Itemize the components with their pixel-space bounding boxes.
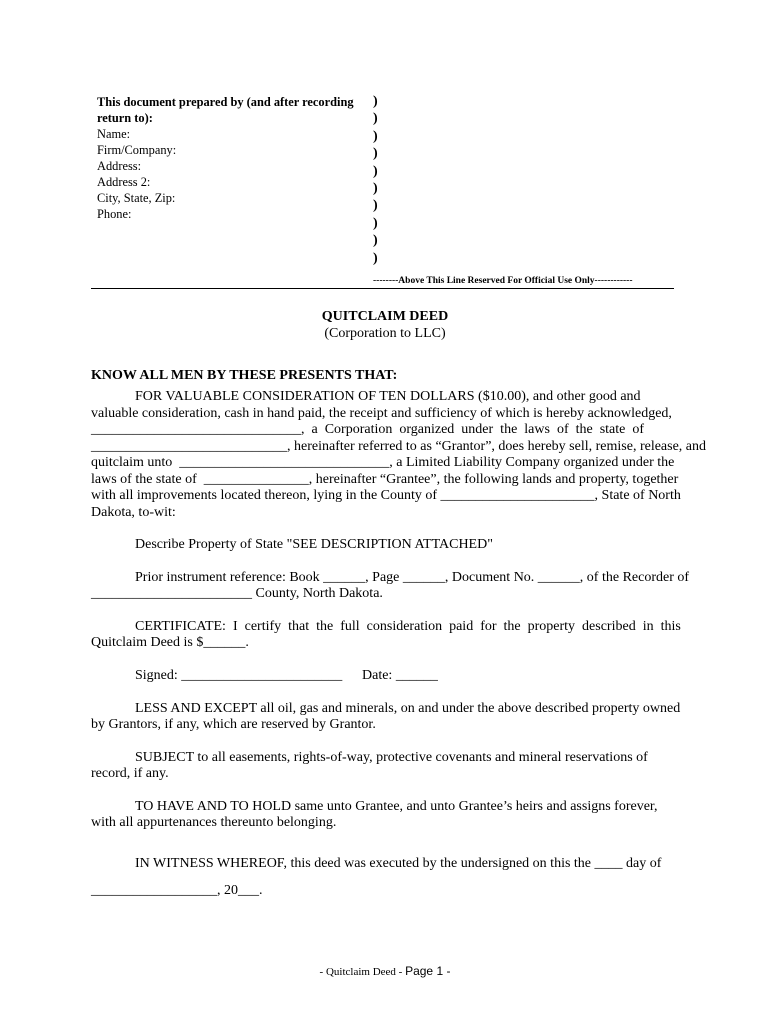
paren: ) bbox=[373, 215, 378, 231]
paren: ) bbox=[373, 128, 378, 144]
certificate-line-1: CERTIFICATE: I certify that the full consideration paid for the property described in this bbox=[135, 619, 681, 634]
prior-instrument-line-2: _______________________ County, North Dakota. bbox=[91, 586, 383, 601]
consideration-line-2: valuable consideration, cash in hand paid, the receipt and sufficiency of which is hereby acknowledged, bbox=[91, 406, 672, 421]
witness-line-1: IN WITNESS WHEREOF, this deed was executed by the undersigned on this the ____ day of bbox=[135, 856, 662, 871]
to-have-line-1: TO HAVE AND TO HOLD same unto Grantee, and unto Grantee’s heirs and assigns forever, bbox=[135, 799, 658, 814]
city-state-zip-field-label: City, State, Zip: bbox=[97, 191, 176, 205]
paren: ) bbox=[373, 250, 378, 266]
paren: ) bbox=[373, 146, 378, 162]
deed-subtitle: (Corporation to LLC) bbox=[324, 326, 446, 341]
know-all-men-heading: KNOW ALL MEN BY THESE PRESENTS THAT: bbox=[91, 368, 398, 383]
deed-title: QUITCLAIM DEED bbox=[321, 309, 449, 324]
less-except-line-2: by Grantors, if any, which are reserved by Grantor. bbox=[91, 717, 376, 732]
date-line: Date: ______ bbox=[362, 668, 438, 683]
less-except-line-1: LESS AND EXCEPT all oil, gas and minerals, on and under the above described property owned bbox=[135, 701, 681, 716]
to-have-line-2: with all appurtenances thereunto belonging. bbox=[91, 815, 337, 830]
consideration-line-1: FOR VALUABLE CONSIDERATION OF TEN DOLLARS ($10.00), and other good and bbox=[135, 389, 641, 404]
subject-line-2: record, if any. bbox=[91, 766, 169, 781]
paren: ) bbox=[373, 163, 378, 179]
subject-line-1: SUBJECT to all easements, rights-of-way, protective covenants and mineral reservations of bbox=[135, 750, 648, 765]
phone-field-label: Phone: bbox=[97, 207, 132, 221]
consideration-line-6: laws of the state of _______________, hereinafter “Grantee”, the following lands and property, together bbox=[91, 472, 679, 487]
paren: ) bbox=[373, 111, 378, 127]
consideration-line-4: ____________________________, hereinafter referred to as “Grantor”, does hereby sell, remise, release, and bbox=[91, 439, 707, 454]
signed-line: Signed: _______________________ bbox=[135, 668, 343, 683]
page-footer bbox=[0, 964, 770, 978]
paren: ) bbox=[373, 181, 378, 197]
footer-page-number: Page 1 - bbox=[405, 964, 451, 978]
describe-property-line: Describe Property of State "SEE DESCRIPTION ATTACHED" bbox=[135, 537, 493, 552]
preparer-block bbox=[97, 94, 354, 222]
reserved-line-label: --------Above This Line Reserved For Official Use Only------------ bbox=[373, 276, 633, 286]
witness-line-2: __________________, 20___. bbox=[91, 883, 263, 898]
consideration-line-7: with all improvements located thereon, lying in the County of ______________________, State of North bbox=[91, 488, 681, 503]
footer-doc-name: - Quitclaim Deed - bbox=[319, 966, 406, 978]
prepared-by-label: This document prepared by (and after recording bbox=[97, 95, 354, 109]
paren: ) bbox=[373, 94, 378, 109]
certificate-line-2: Quitclaim Deed is $______. bbox=[91, 635, 249, 650]
consideration-line-5: quitclaim unto ______________________________, a Limited Liability Company organized under the bbox=[91, 455, 675, 470]
return-to-label: return to): bbox=[97, 111, 153, 125]
consideration-line-8: Dakota, to-wit: bbox=[91, 505, 176, 520]
paren: ) bbox=[373, 233, 378, 249]
address2-field-label: Address 2: bbox=[97, 175, 151, 189]
name-field-label: Name: bbox=[97, 127, 131, 141]
consideration-line-3: ______________________________, a Corporation organized under the laws of the state of bbox=[91, 422, 645, 437]
reserved-divider bbox=[91, 288, 674, 289]
paren: ) bbox=[373, 198, 378, 214]
prior-instrument-line-1: Prior instrument reference: Book ______, Page ______, Document No. ______, of the Recorder of bbox=[135, 570, 690, 585]
address-field-label: Address: bbox=[97, 159, 142, 173]
firm-field-label: Firm/Company: bbox=[97, 143, 177, 157]
recording-parens bbox=[373, 93, 378, 267]
